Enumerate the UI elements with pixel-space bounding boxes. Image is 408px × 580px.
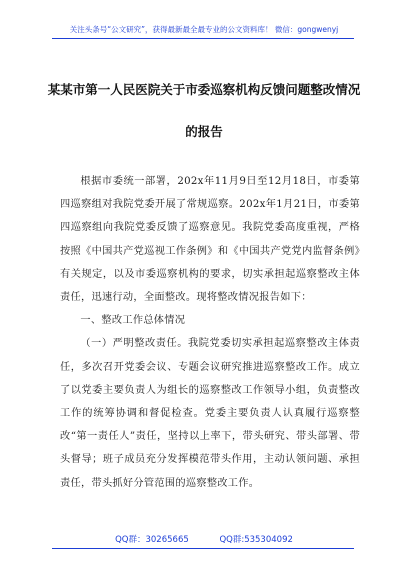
section-heading: 一、整改工作总体情况: [80, 315, 186, 327]
footer-contact: [0, 533, 408, 545]
footer-divider: [52, 548, 354, 549]
document-title-line-1: 某某市第一人民医院关于市委巡察机构反馈问题整改情况: [47, 82, 361, 97]
header-note: 关注头条号“公文研究”，获得最新最全最专业的公文资料库！ 微信：gongwenyj: [69, 25, 339, 34]
footer-qq-group-2: QQ群:535304092: [219, 535, 293, 545]
document-title-line-2: 的报告: [185, 124, 223, 139]
footer-qq-group-1: QQ群：30265665: [115, 535, 189, 545]
intro-paragraph: 根据市委统一部署，202x年11月9日至12月18日，市委第四巡察组对我院党委开展了常规巡察。202x年1月21日，市委第四巡察组向我院党委反馈了巡察意见。我院党委高度重视，严格按照《中国共产党巡视工作条例》和《中国共产党党内监督条例》有关规定，以及市委巡察机构的要求，切实承担起巡察整改主体责任，迅速行动，全面整改。现将整改情况报告如下：: [60, 176, 360, 304]
header-divider: [52, 38, 354, 39]
document-body: [60, 170, 360, 495]
subsection-paragraph: （一）严明整改责任。我院党委切实承担起巡察整改主体责任，多次召开党委会议、专题会议研究推进巡察整改工作。成立了以党委主要负责人为组长的巡察整改工作领导小组，负责整改工作的统筹协调和督促检查。党委主要负责人认真履行巡察整改“第一责任人”责任，坚持以上率下，带头研究、带头部署、带头督导；班子成员充分发挥模范带头作用，主动认领问题、承担责任，带头抓好分管范围的巡察整改工作。: [60, 338, 360, 489]
